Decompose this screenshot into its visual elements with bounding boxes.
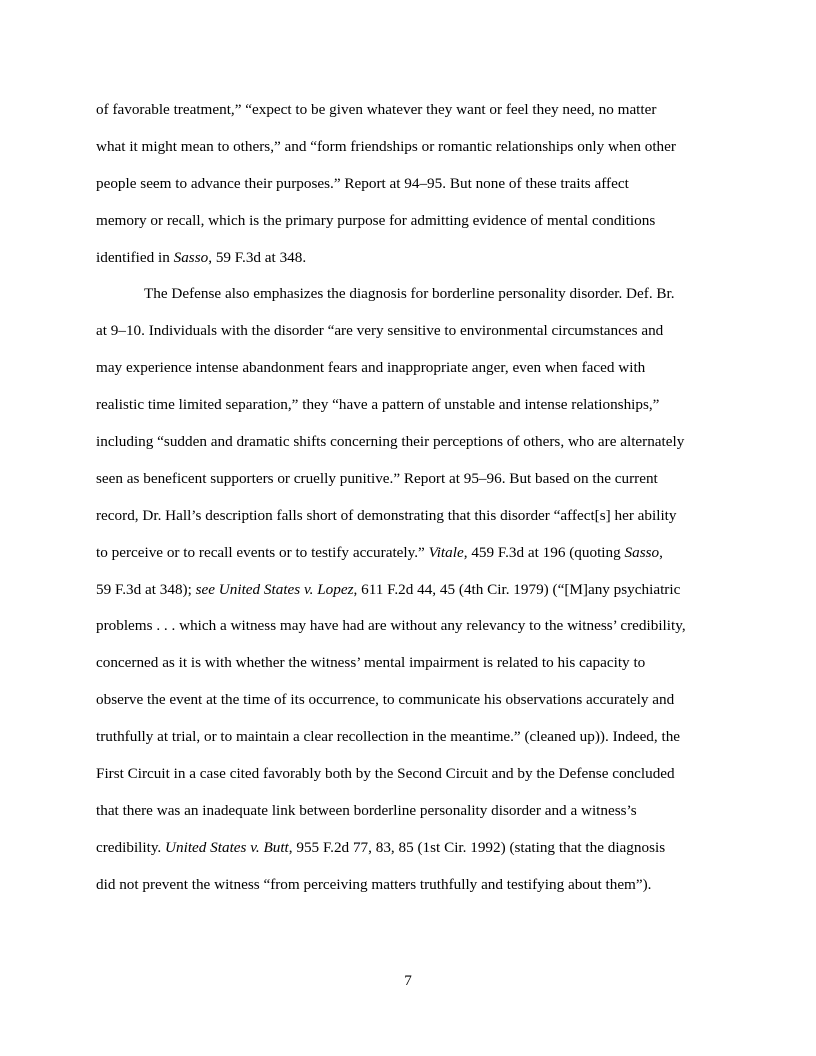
- case-citation: United States v. Butt: [165, 838, 289, 856]
- text-line: seen as beneficent supporters or cruelly punitive.” Report at 95–96. But based on the current: [96, 469, 658, 487]
- text-line: 59 F.3d at 348); see United States v. Lopez, 611 F.2d 44, 45 (4th Cir. 1979) (“[M]any psychiatric: [96, 580, 681, 598]
- text-line: First Circuit in a case cited favorably both by the Second Circuit and by the Defense concluded: [96, 765, 675, 783]
- text-line: realistic time limited separation,” they “have a pattern of unstable and intense relationships,”: [96, 396, 660, 414]
- text-line: memory or recall, which is the primary purpose for admitting evidence of mental conditions: [96, 211, 656, 229]
- text-line: concerned as it is with whether the witness’ mental impairment is related to his capacity to: [96, 654, 646, 672]
- case-citation: see United States v. Lopez: [195, 580, 354, 598]
- text-line: to perceive or to recall events or to testify accurately.” Vitale, 459 F.3d at 196 (quoting Sasso,: [96, 543, 663, 561]
- text-line: did not prevent the witness “from perceiving matters truthfully and testifying about them”).: [96, 875, 652, 893]
- page-number: 7: [404, 972, 412, 989]
- text-line: people seem to advance their purposes.” Report at 94–95. But none of these traits affect: [96, 174, 629, 192]
- text-line: credibility. United States v. Butt, 955 F.2d 77, 83, 85 (1st Cir. 1992) (stating that the diagnosis: [96, 838, 666, 856]
- text-line: may experience intense abandonment fears and inappropriate anger, even when faced with: [96, 359, 646, 377]
- text-line: of favorable treatment,” “expect to be given whatever they want or feel they need, no matter: [96, 101, 657, 118]
- text-line: including “sudden and dramatic shifts concerning their perceptions of others, who are alternately: [96, 433, 685, 451]
- text-line: observe the event at the time of its occurrence, to communicate his observations accurately and: [96, 691, 675, 709]
- body-text: [96, 92, 736, 904]
- case-citation: Sasso: [624, 543, 660, 561]
- text-line: problems . . . which a witness may have had are without any relevancy to the witness’ credibility,: [96, 617, 686, 635]
- text-line: identified in Sasso, 59 F.3d at 348.: [96, 248, 307, 266]
- text-line: that there was an inadequate link between borderline personality disorder and a witness’s: [96, 801, 637, 819]
- text-line: truthfully at trial, or to maintain a clear recollection in the meantime.” (cleaned up)). Indeed, the: [96, 728, 681, 746]
- text-line: record, Dr. Hall’s description falls short of demonstrating that this disorder “affect[s] her ability: [96, 506, 677, 524]
- case-citation: Sasso: [173, 248, 209, 266]
- case-citation: Vitale: [428, 543, 464, 561]
- paragraph-start-line: The Defense also emphasizes the diagnosis for borderline personality disorder. Def. Br.: [144, 285, 675, 303]
- text-line: what it might mean to others,” and “form friendships or romantic relationships only when other: [96, 137, 676, 155]
- text-line: at 9–10. Individuals with the disorder “are very sensitive to environmental circumstances and: [96, 322, 664, 340]
